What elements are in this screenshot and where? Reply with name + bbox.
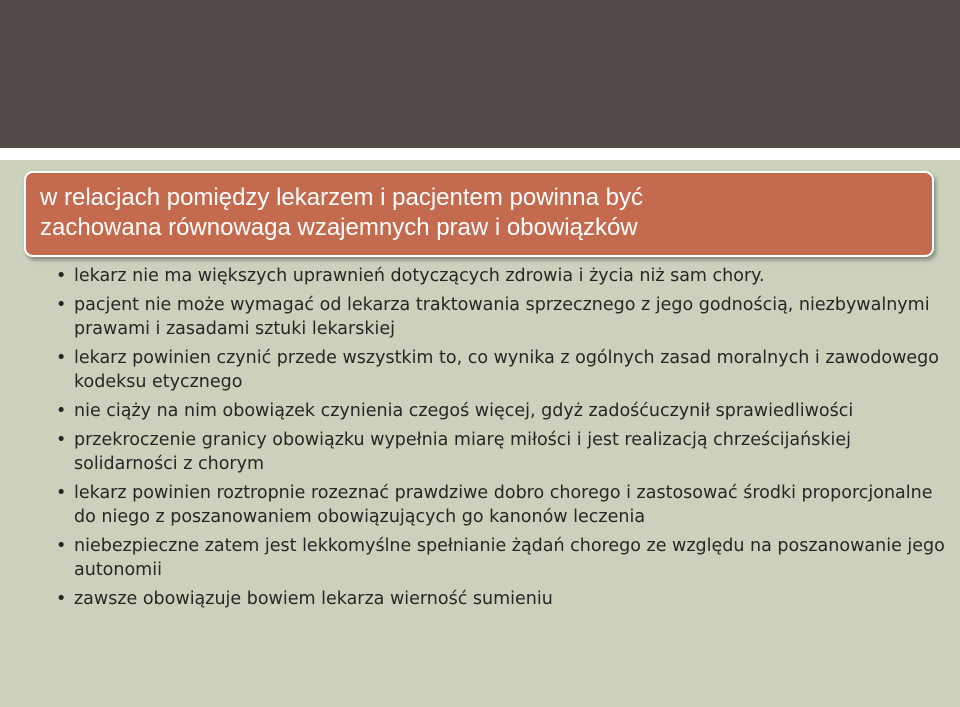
bullet-dot-icon: • (56, 348, 67, 368)
bullet-dot-icon: • (56, 589, 67, 609)
bullet-item: • zawsze obowiązuje bowiem lekarza wierność sumieniu (56, 589, 553, 609)
bullet-item: • przekroczenie granicy obowiązku wypełnia miarę miłości i jest realizacją chrześcijańskiej solidarności z chorym (56, 430, 851, 474)
title-line-2: zachowana równowaga wzajemnych praw i obowiązków (40, 214, 638, 241)
bullet-item: • lekarz nie ma większych uprawnień dotyczących zdrowia i życia niż sam chory. (56, 266, 765, 286)
bullet-item: • lekarz powinien roztropnie rozeznać prawdziwe dobro chorego i zastosować środki proporcjonalne do niego z poszanowaniem obowiązujących go kanonów leczenia (56, 483, 933, 527)
bullet-dot-icon: • (56, 483, 67, 503)
bullet-item: • nie ciąży na nim obowiązek czynienia czegoś więcej, gdyż zadośćuczynił sprawiedliwości (56, 401, 854, 421)
slide-title (24, 171, 934, 257)
title-line-1: w relacjach pomiędzy lekarzem i pacjentem powinna być (40, 184, 643, 211)
bullet-list (56, 264, 946, 616)
bullet-dot-icon: • (56, 266, 67, 286)
bullet-dot-icon: • (56, 536, 67, 556)
bullet-item: • niebezpieczne zatem jest lekkomyślne spełnianie żądań chorego ze względu na poszanowanie jego autonomii (56, 536, 945, 580)
bullet-item: • pacjent nie może wymagać od lekarza traktowania sprzecznego z jego godnością, niezbywalnymi prawami i zasadami sztuki lekarskiej (56, 295, 930, 339)
bullet-dot-icon: • (56, 401, 67, 421)
bullet-dot-icon: • (56, 430, 67, 450)
top-band (0, 0, 960, 148)
bullet-dot-icon: • (56, 295, 67, 315)
bullet-item: • lekarz powinien czynić przede wszystkim to, co wynika z ogólnych zasad moralnych i zawodowego kodeksu etycznego (56, 348, 939, 392)
